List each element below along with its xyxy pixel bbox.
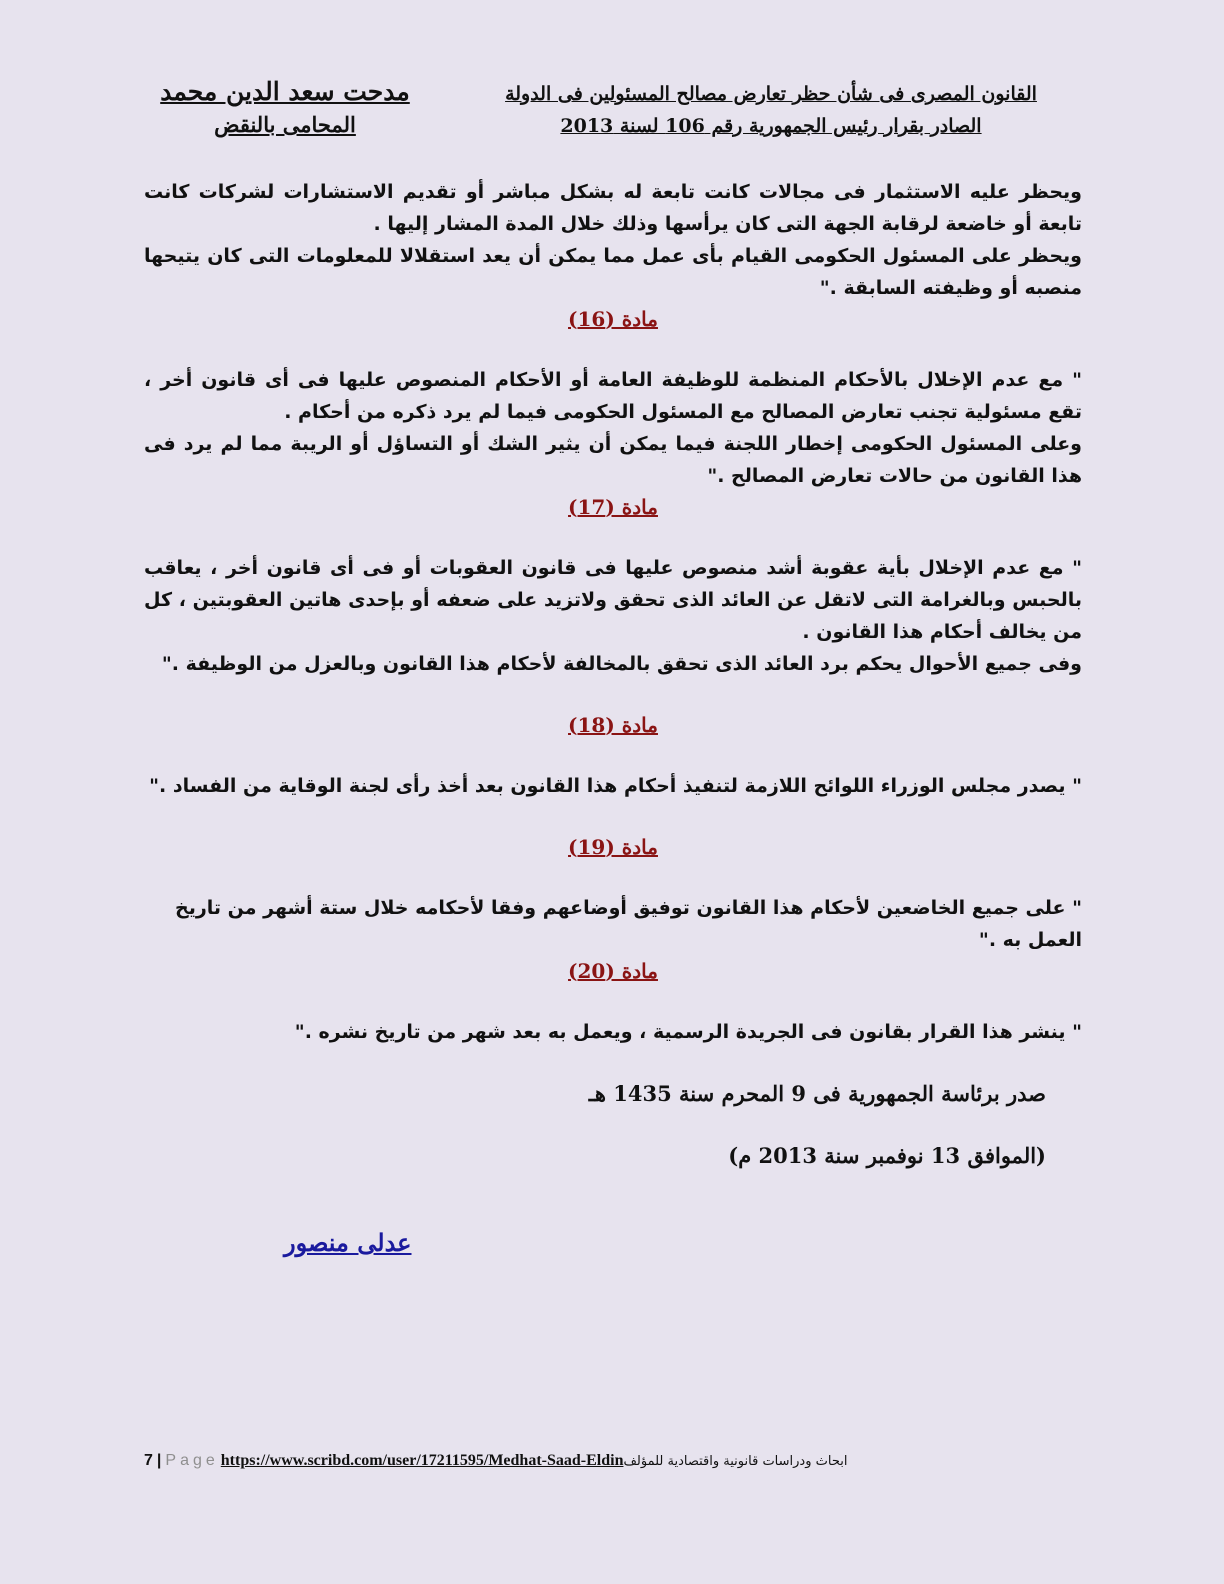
signature: عدلى منصور — [284, 1228, 412, 1257]
intro-paragraph-2: ويحظر على المسئول الحكومى القيام بأى عمل مما يمكن أن يعد استقلالا للمعلومات التى كان يتيحها منصبه أو وظيفته السابقة ." — [144, 245, 1082, 299]
author-name: مدحت سعد الدين محمد — [160, 77, 410, 106]
article-title-19: مادة (19) — [568, 835, 658, 859]
issued-gregorian: (الموافق 13 نوفمبر سنة 2013 م) — [728, 1143, 1046, 1168]
article-title-17: مادة (17) — [568, 495, 658, 519]
title-line-2: الصادر بقرار رئيس الجمهورية رقم 106 لسنة 2013 — [560, 115, 982, 137]
document-body — [144, 176, 1082, 1172]
article-18-paragraph: " يصدر مجلس الوزراء اللوائح اللازمة لتنفيذ أحكام هذا القانون بعد أخذ رأى لجنة الوقاية من الفساد ." — [149, 775, 1082, 797]
page-footer — [144, 1448, 1024, 1472]
author-profile-link[interactable]: https://www.scribd.com/user/17211595/Medhat-Saad-Eldin — [220, 1452, 624, 1469]
article-20-paragraph: " ينشر هذا القرار بقانون فى الجريدة الرسمية ، ويعمل به بعد شهر من تاريخ نشره ." — [294, 1021, 1082, 1043]
title-line-1: القانون المصرى فى شأن حظر تعارض مصالح المسئولين فى الدولة — [505, 83, 1037, 105]
article-16-paragraph-2: وعلى المسئول الحكومى إخطار اللجنة فيما يمكن أن يثير الشك أو التساؤل أو الريبة مما لم يرد فى هذا القانون من حالات تعارض المصالح ." — [144, 433, 1082, 487]
article-17-paragraph-1: " مع عدم الإخلال بأية عقوبة أشد منصوص عليها فى قانون العقوبات أو فى أى قانون أخر ، يعاقب بالحبس وبالغرامة التى لاتقل عن العائد الذى تحقق ولاتزيد على ضعفه أو بإحدى هاتين العقوبتين ، كل من يخالف أحكام هذا القانون . — [144, 557, 1082, 643]
author-block — [120, 74, 450, 140]
issued-hijri: صدر برئاسة الجمهورية فى 9 المحرم سنة 1435 هـ — [588, 1081, 1046, 1106]
footer-separator: | — [156, 1452, 162, 1469]
article-19-paragraph: " على جميع الخاضعين لأحكام هذا القانون توفيق أوضاعهم وفقا لأحكامه خلال ستة أشهر من تاريخ العمل به ." — [175, 897, 1082, 951]
article-title-20: مادة (20) — [568, 959, 658, 983]
footer-caption: ابحاث ودراسات قانونية واقتصادية للمؤلف — [623, 1454, 848, 1469]
author-role: المحامى بالنقض — [214, 112, 356, 137]
page-label: Page — [165, 1452, 219, 1469]
article-16-paragraph-1: " مع عدم الإخلال بالأحكام المنظمة للوظيفة العامة أو الأحكام المنصوص عليها فى أى قانون أخر ، تقع مسئولية تجنب تعارض المصالح مع المسئول الحكومى فيما لم يرد ذكره من أحكام . — [144, 369, 1082, 423]
document-title — [460, 78, 1082, 142]
article-title-16: مادة (16) — [568, 307, 658, 331]
page-number: 7 — [144, 1452, 153, 1469]
intro-paragraph-1: ويحظر عليه الاستثمار فى مجالات كانت تابعة له بشكل مباشر أو تقديم الاستشارات لشركات كانت تابعة أو خاضعة لرقابة الجهة التى كان يرأسها وذلك خلال المدة المشار إليها . — [144, 181, 1082, 235]
article-17-paragraph-2: وفى جميع الأحوال يحكم برد العائد الذى تحقق بالمخالفة لأحكام هذا القانون وبالعزل من الوظيفة ." — [161, 653, 1082, 675]
article-title-18: مادة (18) — [568, 713, 658, 737]
